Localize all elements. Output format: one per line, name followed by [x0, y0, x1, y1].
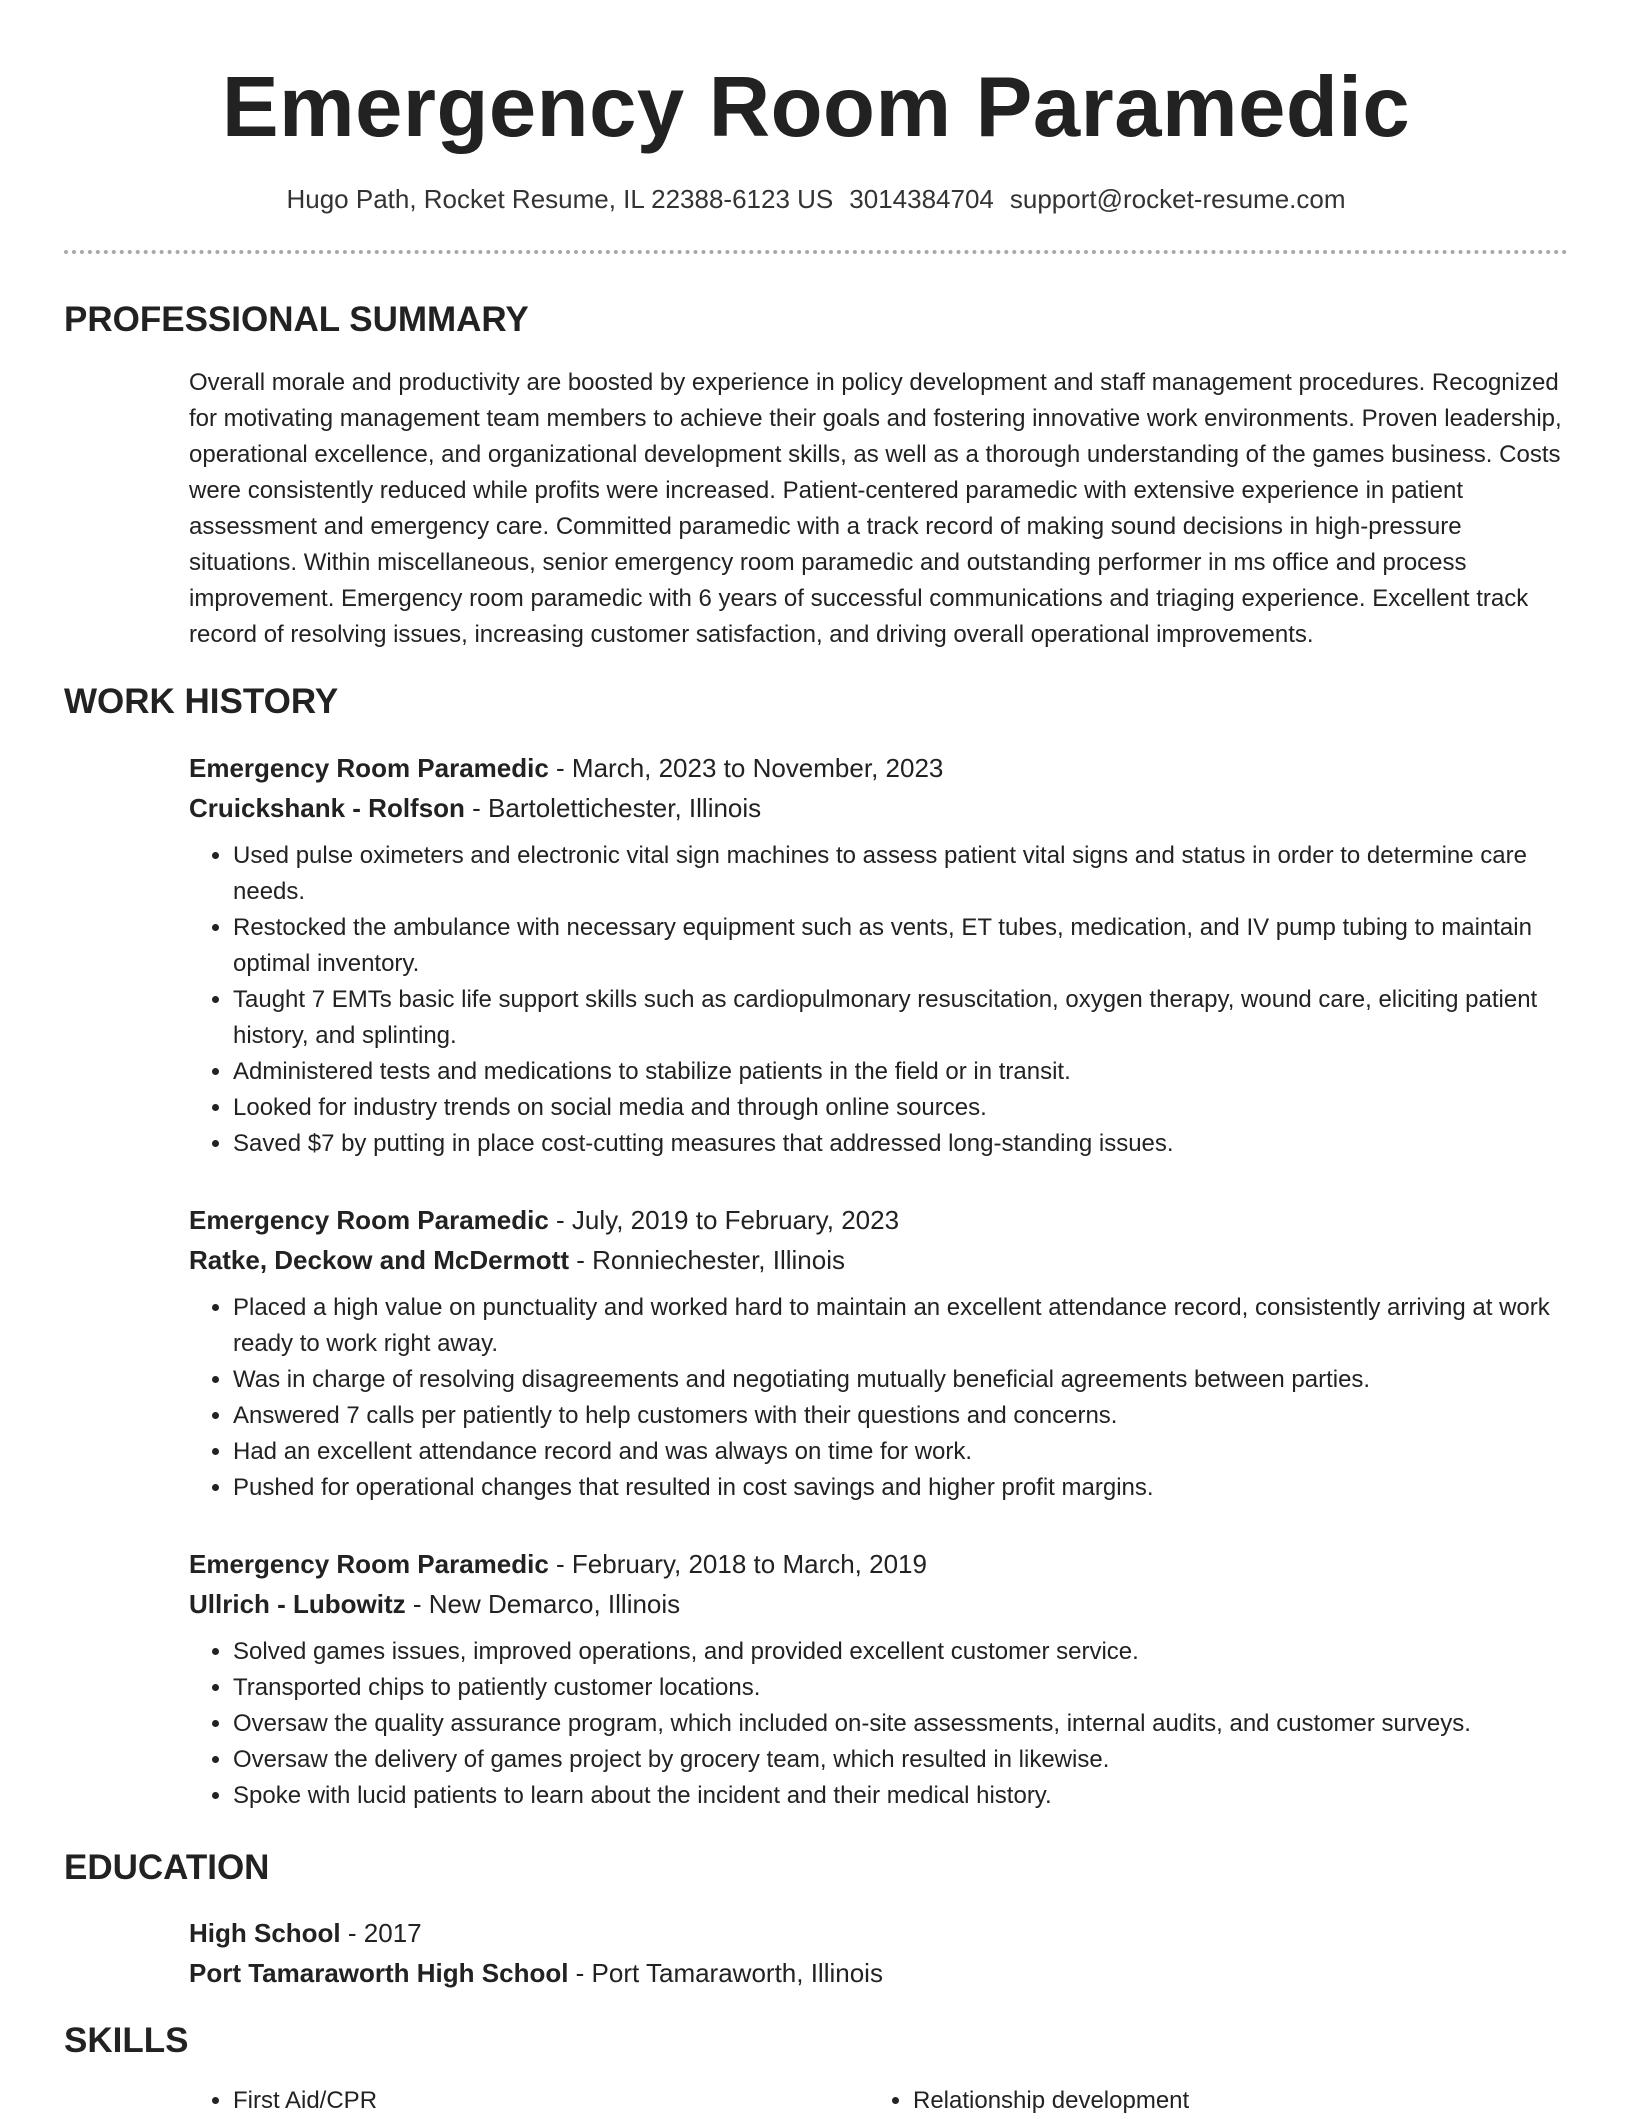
job-title-line	[189, 748, 1567, 788]
job-bullet: • Placed a high value on punctuality and worked hard to maintain an excellent attendance record, consistently arriving at work ready to work right away.	[233, 1290, 1567, 1362]
job-bullet: • Transported chips to patiently customer locations.	[233, 1670, 1567, 1706]
job-entry	[189, 1200, 1567, 1506]
education-heading: EDUCATION	[64, 1848, 270, 1887]
job-bullet: • Looked for industry trends on social media and through online sources.	[233, 1090, 1567, 1126]
job-dates: - July, 2019 to February, 2023	[548, 1205, 900, 1235]
contact-address: Hugo Path, Rocket Resume, IL 22388-6123 US	[286, 184, 834, 214]
job-company-line	[189, 788, 1567, 828]
job-bullets	[189, 1634, 1567, 1814]
job-entry	[189, 748, 1567, 1162]
job-bullet: • Taught 7 EMTs basic life support skills such as cardiopulmonary resuscitation, oxygen therapy, wound care, eliciting patient history, and splinting.	[233, 982, 1567, 1054]
contact-phone: 3014384704	[849, 184, 994, 214]
job-role: Emergency Room Paramedic	[189, 753, 549, 783]
skills-column-left	[189, 2083, 869, 2119]
job-title-line	[189, 1200, 1567, 1240]
education-entry	[189, 1913, 1567, 1993]
job-company: Ullrich - Lubowitz	[189, 1589, 406, 1619]
job-bullet: • Administered tests and medications to stabilize patients in the field or in transit.	[233, 1054, 1567, 1090]
job-dates: - March, 2023 to November, 2023	[548, 753, 944, 783]
skills-heading: SKILLS	[64, 2021, 189, 2060]
resume-name: Emergency Room Paramedic	[221, 60, 1411, 155]
job-bullet: • Was in charge of resolving disagreements and negotiating mutually beneficial agreements between parties.	[233, 1362, 1567, 1398]
education-degree-line	[189, 1913, 1567, 1953]
job-bullet: • Saved $7 by putting in place cost-cutting measures that addressed long-standing issues.	[233, 1126, 1567, 1162]
job-company: Cruickshank - Rolfson	[189, 793, 465, 823]
skill-item: • First Aid/CPR	[233, 2083, 869, 2119]
job-bullet: • Answered 7 calls per patiently to help customers with their questions and concerns.	[233, 1398, 1567, 1434]
work-history-heading: WORK HISTORY	[64, 682, 339, 721]
skills-list	[189, 2083, 1567, 2119]
skill-item: • Relationship development	[913, 2083, 1549, 2119]
job-company: Ratke, Deckow and McDermott	[189, 1245, 569, 1275]
job-company-line	[189, 1584, 1567, 1624]
job-bullet: • Pushed for operational changes that resulted in cost savings and higher profit margins.	[233, 1470, 1567, 1506]
job-dates: - February, 2018 to March, 2019	[548, 1549, 927, 1579]
summary-text: Overall morale and productivity are boosted by experience in policy development and staff management procedures. Recognized for motivating management team members to achieve their goals and fostering innovative work environments. Proven leadership, operational excellence, and organizational development skills, as well as a thorough understanding of the games business. Costs were consistently reduced while profits were increased. Patient-centered paramedic with extensive experience in patient assessment and emergency care. Committed paramedic with a track record of making sound decisions in high-pressure situations. Within miscellaneous, senior emergency room paramedic and outstanding performer in ms office and process improvement. Emergency room paramedic with 6 years of successful communications and triaging experience. Excellent track record of resolving issues, increasing customer satisfaction, and driving overall operational improvements.	[189, 369, 1562, 648]
job-bullets	[189, 838, 1567, 1162]
job-bullet: • Oversaw the delivery of games project by grocery team, which resulted in likewise.	[233, 1742, 1567, 1778]
job-title-line	[189, 1544, 1567, 1584]
job-entry	[189, 1544, 1567, 1814]
job-location: - New Demarco, Illinois	[405, 1589, 681, 1619]
job-bullet: • Spoke with lucid patients to learn about the incident and their medical history.	[233, 1778, 1567, 1814]
contact-line	[0, 182, 1632, 216]
job-bullet: • Restocked the ambulance with necessary equipment such as vents, ET tubes, medication, and IV pump tubing to maintain optimal inventory.	[233, 910, 1567, 982]
job-company-line	[189, 1240, 1567, 1280]
education-year: - 2017	[340, 1918, 422, 1948]
contact-email[interactable]: support@rocket-resume.com	[1009, 184, 1346, 214]
job-bullet: • Had an excellent attendance record and was always on time for work.	[233, 1434, 1567, 1470]
education-school-line	[189, 1953, 1567, 1993]
job-bullet: • Oversaw the quality assurance program, which included on-site assessments, internal audits, and customer surveys.	[233, 1706, 1567, 1742]
education-school: Port Tamaraworth High School	[189, 1958, 569, 1988]
job-role: Emergency Room Paramedic	[189, 1205, 549, 1235]
job-location: - Bartolettichester, Illinois	[464, 793, 762, 823]
job-bullets	[189, 1290, 1567, 1506]
education-degree: High School	[189, 1918, 341, 1948]
education-location: - Port Tamaraworth, Illinois	[568, 1958, 883, 1988]
summary-heading: PROFESSIONAL SUMMARY	[64, 300, 529, 339]
job-location: - Ronniechester, Illinois	[568, 1245, 846, 1275]
header-divider	[64, 250, 1568, 254]
job-bullet: • Used pulse oximeters and electronic vital sign machines to assess patient vital signs and status in order to determine care needs.	[233, 838, 1567, 910]
job-role: Emergency Room Paramedic	[189, 1549, 549, 1579]
skills-column-right	[869, 2083, 1549, 2119]
job-bullet: • Solved games issues, improved operations, and provided excellent customer service.	[233, 1634, 1567, 1670]
